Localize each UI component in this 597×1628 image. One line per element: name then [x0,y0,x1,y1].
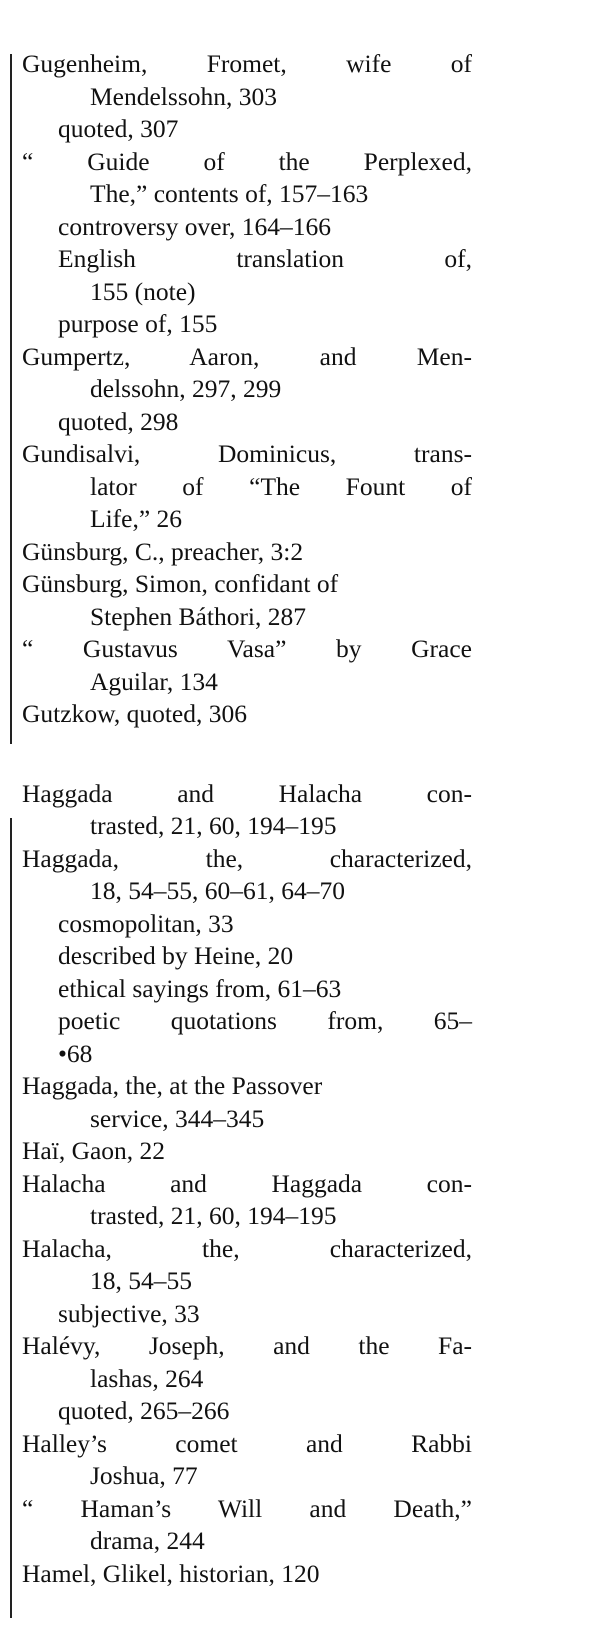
index-line: Aguilar, 134 [90,666,218,696]
index-line: described by Heine, 20 [58,941,294,970]
index-line: lashas, 264 [90,1363,204,1393]
index-line: “ Haman’s Will and Death,” [22,1493,472,1523]
margin-rule-top [10,54,12,744]
index-line: Life,” 26 [90,504,183,533]
index-line: Halacha, the, characterized, [22,1233,472,1263]
index-line: ethical sayings from, 61–63 [58,973,342,1003]
index-line: Halacha and Haggada con- [22,1168,472,1198]
index-line: “ Gustavus Vasa” by Grace [22,634,472,663]
index-line: quoted, 298 [58,406,179,436]
index-line: Günsburg, Simon, confidant of [22,569,339,598]
index-line: poetic quotations from, 65– [58,1006,472,1035]
index-line: 18, 54–55 [90,1266,192,1295]
index-line: Gundisalvi, Dominicus, trans- [22,439,472,468]
index-line: cosmopolitan, 33 [58,908,234,938]
index-line: trasted, 21, 60, 194–195 [90,811,337,840]
index-line: controversy over, 164–166 [58,211,332,241]
index-line: drama, 244 [90,1526,205,1555]
index-line: Günsburg, C., preacher, 3:2 [22,536,304,566]
index-line: Haggada and Halacha con- [22,778,472,808]
index-line: Mendelssohn, 303 [90,81,277,111]
index-line: Halley’s comet and Rabbi [22,1428,472,1458]
index-line: purpose of, 155 [58,309,218,338]
index-line: Stephen Báthori, 287 [90,601,307,631]
index-line: “ Guide of the Perplexed, [22,146,472,176]
index-line: quoted, 307 [58,114,179,143]
index-line: Haggada, the, characterized, [22,843,472,873]
index-line: Joshua, 77 [90,1461,198,1490]
index-line: service, 344–345 [90,1103,265,1133]
index-line: Gumpertz, Aaron, and Men- [22,341,472,371]
index-line: Haï, Gaon, 22 [22,1136,166,1165]
index-entries [22,48,472,1590]
section-gap [22,731,472,778]
index-line: trasted, 21, 60, 194–195 [90,1201,337,1230]
index-line: delssohn, 297, 299 [90,374,282,403]
index-line: English translation of, [58,244,472,273]
index-line: •68 [58,1038,93,1068]
index-line: Haggada, the, at the Passover [22,1071,323,1100]
index-line: Gutzkow, quoted, 306 [22,699,247,728]
index-line: 155 (note) [90,276,196,306]
index-line: Gugenheim, Fromet, wife of [22,49,472,78]
index-line: The,” contents of, 157–163 [90,179,369,208]
index-line: lator of “The Fount of [90,471,472,501]
index-line: subjective, 33 [58,1298,200,1328]
margin-rule-bottom [10,818,12,1618]
index-line: quoted, 265–266 [58,1396,230,1425]
index-line: Halévy, Joseph, and the Fa- [22,1331,472,1360]
index-line: 18, 54–55, 60–61, 64–70 [90,876,345,905]
index-line: Hamel, Glikel, historian, 120 [22,1558,320,1588]
